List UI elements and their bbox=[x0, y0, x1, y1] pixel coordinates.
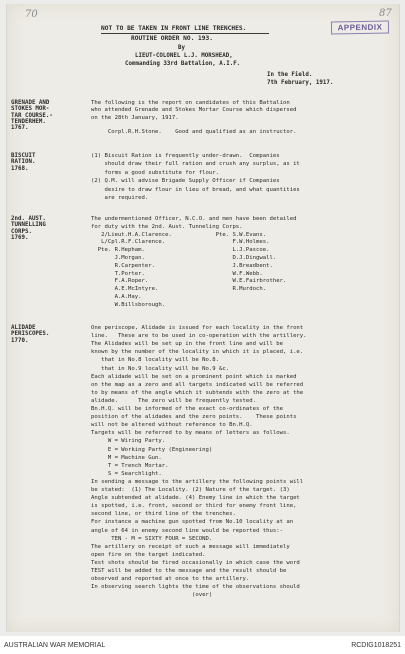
section-heading-line: 1767. bbox=[11, 125, 29, 132]
body-text-line: (over) bbox=[91, 592, 213, 599]
place: In the Field. bbox=[267, 72, 313, 78]
by-line: By bbox=[178, 45, 185, 51]
body-text-line: W.Billsborough. bbox=[91, 301, 166, 308]
section-heading-line: PERISCOPES. bbox=[11, 331, 50, 338]
corner-number-right: 87 bbox=[379, 8, 392, 19]
body-text-line: will not be altered without reference to Bn.H.Q. bbox=[91, 422, 253, 429]
body-text-line: to by means of the angle which it subtends with the zero at the bbox=[91, 389, 304, 396]
catalogue-number: RCDIG1018251 bbox=[351, 642, 401, 649]
body-text-line: who attended Grenade and Stokes Mortar Course which dispersed bbox=[91, 107, 297, 114]
officer-name: LIEUT-COLONEL L.J. MORSHEAD, bbox=[135, 53, 233, 59]
body-text-line: is spotted, i.e. front, second or third for enemy front line, bbox=[91, 503, 297, 510]
body-text-line: In observing search lights the time of the observations should bbox=[91, 584, 300, 591]
archive-footer bbox=[0, 636, 405, 654]
body-text-line: A.E.McIntyre. R.Murdoch. bbox=[91, 286, 267, 293]
section-heading-line: TUNNELLING bbox=[11, 222, 46, 229]
section-heading-line: 2nd. AUST. bbox=[11, 216, 46, 222]
officer-command: Commanding 33rd Battalion, A.I.F. bbox=[125, 61, 241, 67]
body-text-line: should draw their full ration and crush any surplus, as it bbox=[91, 161, 300, 168]
body-text-line: Targets will be referred to by means of letters as follows. bbox=[91, 430, 290, 437]
section-heading-line: 1769. bbox=[11, 234, 29, 241]
body-text-line: The artillery on receipt of such a message will immediately bbox=[91, 543, 290, 550]
body-text-line: S = Searchlight. bbox=[91, 470, 162, 477]
body-text-line: that in No.8 locality will be No.8. bbox=[91, 357, 219, 364]
body-text-line: desire to draw flour in lieu of bread, and what quantities bbox=[91, 186, 300, 193]
body-text-line: second line, or third line of the trenches. bbox=[91, 511, 236, 518]
body-text-line: line. These are to be used in co-operation with the artillery. bbox=[91, 333, 307, 340]
body-text-line: In sending a message to the artillery the following points will bbox=[91, 478, 304, 485]
body-text-line: for duty with the 2nd. Aust. Tunneling Corps. bbox=[91, 223, 243, 230]
body-text-line: Pte. R.Hepham. L.J.Pascoe. bbox=[91, 247, 270, 254]
body-text-line: be stated: (1) The Locality. (2) Nature of the target. (3) bbox=[91, 487, 290, 493]
restriction-notice: NOT TO BE TAKEN IN FRONT LINE TRENCHES. bbox=[101, 25, 247, 32]
body-text-line: TEN - M = SIXTY FOUR = SECOND. bbox=[91, 535, 213, 542]
section-heading-line: BISCUIT bbox=[11, 153, 36, 159]
section-heading-line: TENDERHEM. bbox=[11, 118, 46, 125]
body-text-line: L/Cpl.R.F.Clarence. F.W.Holmes. bbox=[91, 239, 270, 246]
section-heading-line: CORPS. bbox=[11, 228, 32, 235]
restriction-underline bbox=[101, 33, 269, 34]
body-text-line: A.A.Hay. bbox=[91, 294, 142, 300]
body-text-line: E = Working Party (Engineering) bbox=[91, 446, 213, 453]
body-text-line: known by the number of the locality in which it is placed, i.e. bbox=[91, 349, 304, 356]
appendix-stamp: APPENDIX bbox=[331, 20, 389, 34]
document-page bbox=[6, 4, 400, 632]
body-text-line: that in No.9 locality will be No.9 &c. bbox=[91, 365, 230, 372]
institution-credit: AUSTRALIAN WAR MEMORIAL bbox=[4, 642, 106, 649]
body-text-line: T = Trench Mortar. bbox=[91, 462, 169, 469]
body-text-line: Test shots should be fired occasionally in which case the word bbox=[91, 559, 300, 566]
body-text-line: M = Machine Gun. bbox=[91, 454, 162, 461]
section-heading-line: RATION. bbox=[11, 159, 36, 166]
body-text-line: TEST will be added to the message and the result should be bbox=[91, 568, 287, 574]
section-heading-line: ALIDADE bbox=[11, 325, 36, 331]
corner-number-left: 70 bbox=[25, 9, 38, 20]
body-text-line: For instance a machine gun spotted from No.10 locality at an bbox=[91, 519, 294, 526]
body-text-line: position of the alidades and the zero points. These points bbox=[91, 414, 297, 421]
body-text-line: The undermentioned Officer, N.C.O. and men have been detailed bbox=[91, 216, 297, 222]
body-text-line: W = Wiring Party. bbox=[91, 438, 166, 445]
section-heading-line: TAR COURSE.- bbox=[11, 112, 53, 119]
routine-order-title: ROUTINE ORDER NO. 193. bbox=[131, 35, 213, 42]
section-heading-line: 1768. bbox=[11, 165, 29, 172]
body-text-line: open fire on the target indicated. bbox=[91, 551, 206, 558]
body-text-line: The following is the report on candidates of this Battalion bbox=[91, 100, 290, 106]
body-text-line: J.Morgan. D.J.Dingwall. bbox=[91, 255, 277, 261]
body-text-line: R.Carpenter. J.Breadbent. bbox=[91, 262, 273, 269]
body-text-line: Each alidade will be set on a prominent point which is marked bbox=[91, 373, 297, 380]
section-heading-line: GRENADE AND bbox=[11, 100, 50, 106]
body-text-line: angle of 64 in enemy second line would be reported thus:- bbox=[91, 527, 283, 534]
body-text-line: Angle subtended at alidade. (4) Enemy line in which the target bbox=[91, 495, 300, 502]
body-text-line: are required. bbox=[91, 195, 149, 201]
order-date: 7th February, 1917. bbox=[267, 80, 334, 86]
body-text-line: 2/Lieut.H.A.Clarence. Pte. S.W.Evans. bbox=[91, 231, 267, 238]
body-text-line: (1) Biscuit Ration is frequently under-drawn. Companies bbox=[91, 153, 280, 159]
section-heading-line: 1770. bbox=[11, 337, 29, 344]
body-text-line: Corpl.R.H.Stone. Good and qualified as an instructor. bbox=[91, 129, 297, 136]
body-text-line: T.Porter. W.F.Webb. bbox=[91, 270, 263, 277]
body-text-line: Bn.H.Q. will be informed of the exact co-ordinates of the bbox=[91, 406, 283, 412]
body-text-line: alidade. The zero will be frequently tested. bbox=[91, 397, 257, 404]
body-text-line: observed and reported at once to the artillery. bbox=[91, 576, 250, 583]
body-text-line: (2) Q.M. will advise Brigade Supply Officer if Companies bbox=[91, 178, 280, 185]
body-text-line: The Alidades will be set up in the front line and will be bbox=[91, 341, 283, 348]
body-text-line: One periscope, Alidade is issued for each locality in the front bbox=[91, 325, 304, 331]
body-text-line: on the 28th January, 1917. bbox=[91, 114, 179, 121]
body-text-line: forms a good substitute for flour. bbox=[91, 169, 219, 176]
body-text-line: F.A.Roper. W.E.Fairbrother. bbox=[91, 278, 287, 285]
section-heading-line: STOKES MOR- bbox=[11, 106, 50, 113]
body-text-line: on the map as a zero and all targets indicated will be referred bbox=[91, 381, 304, 388]
